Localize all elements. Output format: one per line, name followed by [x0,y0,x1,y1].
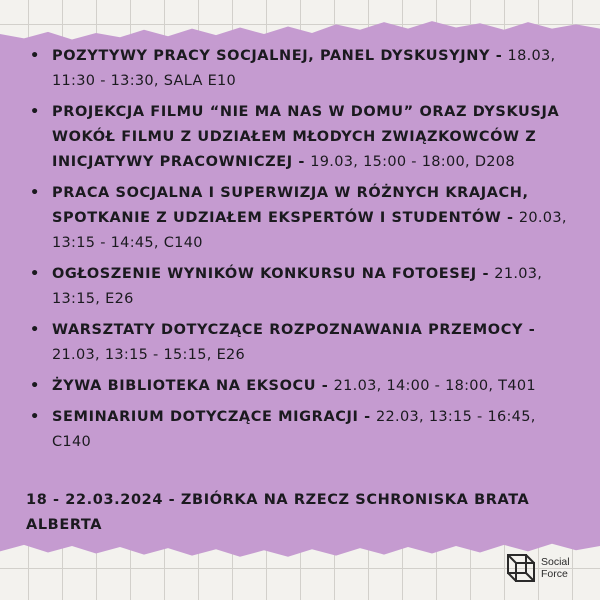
logo-text-line2: Force [541,568,568,580]
bullet-icon: • [30,409,40,425]
logo-text [541,556,570,580]
event-item [30,405,575,455]
event-list [30,44,575,461]
bullet-icon: • [30,322,40,338]
event-item [30,44,575,94]
event-details: 21.03, 13:15, E26 [52,266,543,307]
event-title: ŻYWA BIBLIOTEKA NA EKSOCU - [52,378,329,394]
event-details: 18.03, 11:30 - 13:30, SALA E10 [52,48,556,89]
event-title: SEMINARIUM DOTYCZĄCE MIGRACJI - [52,409,371,425]
event-item [30,374,575,399]
event-title: OGŁOSZENIE WYNIKÓW KONKURSU NA FOTOESEJ - [52,266,490,282]
event-item [30,181,575,256]
event-title: PRACA SOCJALNA I SUPERWIZJA W RÓŻNYCH KRAJACH, SPOTKANIE Z UDZIAŁEM EKSPERTÓW I STUDENTÓW - [52,185,529,226]
social-force-logo [505,548,595,588]
event-title: WARSZTATY DOTYCZĄCE ROZPOZNAWANIA PRZEMOCY - [52,322,536,338]
event-details: 19.03, 15:00 - 18:00, D208 [310,154,515,170]
bullet-icon: • [30,266,40,282]
collection-announcement: 18 - 22.03.2024 - ZBIÓRKA NA RZECZ SCHRONISKA BRATA ALBERTA [26,492,530,533]
bullet-icon: • [30,185,40,201]
logo-text-line1: Social [541,556,570,568]
event-details: 20.03, 13:15 - 14:45, C140 [52,210,567,251]
event-details: 22.03, 13:15 - 16:45, C140 [52,409,536,450]
event-title: POZYTYWY PRACY SOCJALNEJ, PANEL DYSKUSYJNY - [52,48,503,64]
event-title: PROJEKCJA FILMU “NIE MA NAS W DOMU” ORAZ DYSKUSJA WOKÓŁ FILMU Z UDZIAŁEM MŁODYCH ZWIĄZKOWCÓW Z INICJATYWY PRACOWNICZEJ - [52,104,560,170]
bullet-icon: • [30,48,40,64]
event-item [30,100,575,175]
event-item [30,318,575,368]
event-item [30,262,575,312]
bullet-icon: • [30,378,40,394]
event-details: 21.03, 13:15 - 15:15, E26 [52,347,246,363]
cube-icon [505,552,537,584]
bullet-icon: • [30,104,40,120]
event-details: 21.03, 14:00 - 18:00, T401 [333,378,536,394]
